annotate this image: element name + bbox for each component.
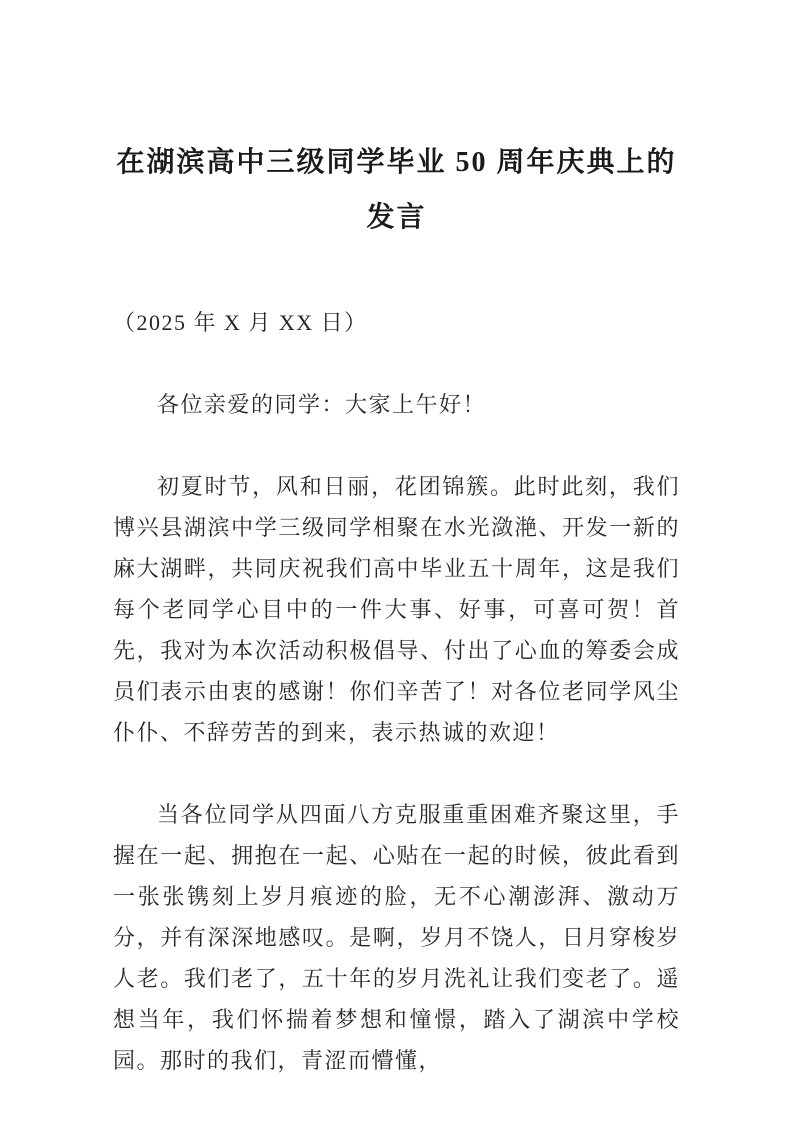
- title-line-2: 发言: [366, 201, 427, 233]
- document-body: [113, 302, 680, 1081]
- greeting-line: 各位亲爱的同学：大家上午好！: [157, 391, 487, 417]
- body-paragraph-2: 当各位同学从四面八方克服重重困难齐聚这里，手握在一起、拥抱在一起、心贴在一起的时候，彼此看到一张张镌刻上岁月痕迹的脸，无不心潮澎湃、激动万分，并有深深地感叹。是啊，岁月不饶人，日月穿梭岁人老。我们老了，五十年的岁月洗礼让我们变老了。遥想当年，我们怀揣着梦想和憧憬，踏入了湖滨中学校园。那时的我们，青涩而懵懂，: [113, 801, 680, 1073]
- document-title: [113, 135, 680, 245]
- title-line-1: 在湖滨高中三级同学毕业 50 周年庆典上的: [116, 146, 677, 178]
- body-paragraph-1: 初夏时节，风和日丽，花团锦簇。此时此刻，我们博兴县湖滨中学三级同学相聚在水光潋滟、开发一新的麻大湖畔，共同庆祝我们高中毕业五十周年，这是我们每个老同学心目中的一件大事、好事，可喜可贺！首先，我对为本次活动积极倡导、付出了心血的筹委会成员们表示由衷的感谢！你们辛苦了！对各位老同学风尘仆仆、不辞劳苦的到来，表示热诚的欢迎！: [113, 473, 680, 745]
- date-line: （2025 年 X 月 XX 日）: [113, 309, 368, 335]
